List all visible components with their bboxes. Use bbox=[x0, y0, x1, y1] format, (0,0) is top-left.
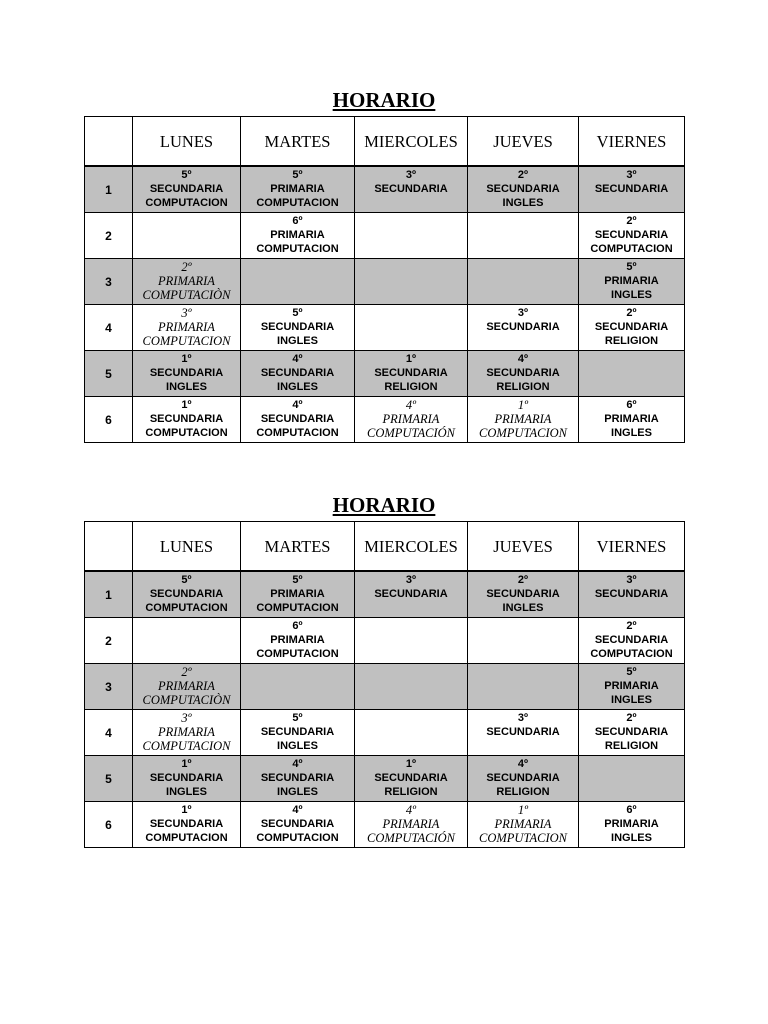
grade-label: 5º bbox=[626, 666, 637, 678]
subject-label: COMPUTACION bbox=[142, 334, 231, 348]
period-number: 1 bbox=[85, 571, 133, 618]
schedule-cell bbox=[241, 397, 355, 443]
schedule-cell bbox=[133, 756, 241, 802]
period-number: 6 bbox=[85, 397, 133, 443]
grade-label: 1º bbox=[181, 804, 192, 816]
level-label: SECUNDARIA bbox=[486, 772, 560, 784]
schedule-cell bbox=[468, 618, 579, 664]
schedule-row-2 bbox=[85, 213, 685, 259]
schedule-row-6 bbox=[85, 802, 685, 848]
schedule-cell bbox=[355, 305, 468, 351]
schedule-cell bbox=[133, 618, 241, 664]
level-label: PRIMARIA bbox=[494, 412, 552, 426]
grade-label: 2º bbox=[626, 215, 637, 227]
schedule-cell bbox=[468, 213, 579, 259]
schedule-body bbox=[85, 571, 685, 848]
schedule-cell bbox=[355, 351, 468, 397]
schedule-cell bbox=[241, 756, 355, 802]
level-label: SECUNDARIA bbox=[149, 588, 224, 600]
schedule-cell bbox=[241, 213, 355, 259]
level-label: PRIMARIA bbox=[604, 818, 659, 830]
period-number: 3 bbox=[85, 664, 133, 710]
subject-label: INGLES bbox=[611, 427, 652, 439]
subject-label: COMPUTACION bbox=[145, 602, 228, 614]
grade-label: 1º bbox=[181, 353, 192, 365]
subject-label: COMPUTACION bbox=[256, 427, 339, 439]
schedule-cell bbox=[355, 802, 468, 848]
period-number: 1 bbox=[85, 166, 133, 213]
subject-label: INGLES bbox=[166, 381, 207, 393]
level-label: SECUNDARIA bbox=[374, 588, 448, 600]
schedule-cell bbox=[355, 259, 468, 305]
period-number: 5 bbox=[85, 351, 133, 397]
schedule-cell bbox=[355, 618, 468, 664]
grade-label: 4º bbox=[405, 398, 417, 412]
subject-label: COMPUTACION bbox=[479, 831, 567, 845]
schedule-row-5 bbox=[85, 756, 685, 802]
level-label: SECUNDARIA bbox=[149, 367, 224, 379]
level-label: SECUNDARIA bbox=[486, 726, 560, 738]
grade-label: 3º bbox=[626, 169, 637, 181]
schedule-cell bbox=[241, 166, 355, 213]
schedule-cell bbox=[579, 618, 685, 664]
schedule-cell bbox=[579, 664, 685, 710]
grade-label: 1º bbox=[181, 758, 192, 770]
level-label: PRIMARIA bbox=[158, 320, 215, 334]
grade-label: 4º bbox=[517, 758, 529, 770]
schedule-cell bbox=[355, 166, 468, 213]
corner-header bbox=[85, 522, 133, 572]
schedule-cell bbox=[241, 571, 355, 618]
level-label: SECUNDARIA bbox=[486, 183, 560, 195]
grade-label: 2º bbox=[626, 307, 637, 319]
schedule-cell bbox=[241, 618, 355, 664]
schedule-cell bbox=[241, 664, 355, 710]
level-label: SECUNDARIA bbox=[260, 321, 335, 333]
subject-label: RELIGION bbox=[384, 786, 438, 798]
level-label: PRIMARIA bbox=[604, 680, 659, 692]
grade-label: 6º bbox=[292, 215, 303, 227]
subject-label: INGLES bbox=[277, 381, 318, 393]
grade-label: 5º bbox=[292, 169, 303, 181]
grade-label: 2º bbox=[626, 620, 637, 632]
level-label: SECUNDARIA bbox=[486, 588, 560, 600]
level-label: SECUNDARIA bbox=[374, 367, 448, 379]
schedule-title: HORARIO bbox=[332, 493, 436, 517]
level-label: PRIMARIA bbox=[270, 634, 325, 646]
subject-label: INGLES bbox=[502, 602, 544, 614]
schedule-cell bbox=[468, 305, 579, 351]
grade-label: 3º bbox=[181, 711, 192, 725]
grade-label: 1º bbox=[517, 398, 529, 412]
schedule-cell bbox=[468, 259, 579, 305]
level-label: SECUNDARIA bbox=[594, 726, 669, 738]
subject-label: COMPUTACION bbox=[142, 739, 231, 753]
subject-label: COMPUTACION bbox=[590, 648, 673, 660]
level-label: PRIMARIA bbox=[604, 275, 659, 287]
schedule-cell bbox=[579, 756, 685, 802]
schedule-cell bbox=[133, 166, 241, 213]
level-label: PRIMARIA bbox=[494, 817, 552, 831]
schedule-cell bbox=[579, 351, 685, 397]
grade-label: 2º bbox=[626, 712, 637, 724]
grade-label: 6º bbox=[292, 620, 303, 632]
schedule-cell bbox=[241, 351, 355, 397]
schedule-row-6 bbox=[85, 397, 685, 443]
subject-label: COMPUTACION bbox=[256, 197, 339, 209]
subject-label: COMPUTACION bbox=[256, 832, 339, 844]
day-header-lunes: LUNES bbox=[133, 117, 241, 167]
grade-label: 6º bbox=[626, 804, 637, 816]
schedule-cell bbox=[579, 305, 685, 351]
schedule-cell bbox=[579, 259, 685, 305]
subject-label: INGLES bbox=[277, 740, 318, 752]
subject-label: COMPUTACIÓN bbox=[367, 831, 455, 845]
day-header-martes: MARTES bbox=[241, 117, 355, 167]
level-label: PRIMARIA bbox=[158, 679, 215, 693]
level-label: SECUNDARIA bbox=[594, 634, 669, 646]
grade-label: 4º bbox=[292, 399, 303, 411]
schedule-cell bbox=[468, 664, 579, 710]
schedule-cell bbox=[468, 710, 579, 756]
schedule-cell bbox=[579, 571, 685, 618]
subject-label: RELIGION bbox=[384, 381, 438, 393]
subject-label: INGLES bbox=[611, 289, 652, 301]
schedule-row-2 bbox=[85, 618, 685, 664]
day-header-martes: MARTES bbox=[241, 522, 355, 572]
schedule-table bbox=[84, 521, 685, 848]
subject-label: INGLES bbox=[611, 694, 652, 706]
level-label: SECUNDARIA bbox=[260, 726, 335, 738]
header-row bbox=[85, 117, 685, 167]
schedule-row-1 bbox=[85, 166, 685, 213]
schedule-cell bbox=[579, 166, 685, 213]
grade-label: 5º bbox=[292, 712, 303, 724]
level-label: PRIMARIA bbox=[158, 274, 215, 288]
schedule-cell bbox=[133, 397, 241, 443]
schedule-table bbox=[84, 116, 685, 443]
grade-label: 3º bbox=[517, 712, 529, 724]
day-header-miercoles: MIERCOLES bbox=[355, 117, 468, 167]
subject-label: COMPUTACION bbox=[479, 426, 567, 440]
subject-label: RELIGION bbox=[496, 381, 550, 393]
schedule-cell bbox=[241, 802, 355, 848]
schedule-title: HORARIO bbox=[332, 88, 436, 112]
subject-label: COMPUTACION bbox=[145, 427, 228, 439]
schedule-cell bbox=[133, 710, 241, 756]
schedule-row-3 bbox=[85, 664, 685, 710]
subject-label: COMPUTACION bbox=[256, 602, 339, 614]
period-number: 4 bbox=[85, 305, 133, 351]
grade-label: 4º bbox=[292, 353, 303, 365]
period-number: 4 bbox=[85, 710, 133, 756]
schedule-cell bbox=[468, 802, 579, 848]
grade-label: 3º bbox=[626, 574, 637, 586]
grade-label: 1º bbox=[405, 758, 417, 770]
level-label: SECUNDARIA bbox=[260, 367, 335, 379]
period-number: 2 bbox=[85, 618, 133, 664]
day-header-jueves: JUEVES bbox=[468, 522, 579, 572]
schedule-row-4 bbox=[85, 305, 685, 351]
schedule-cell bbox=[133, 351, 241, 397]
grade-label: 4º bbox=[517, 353, 529, 365]
grade-label: 5º bbox=[181, 574, 192, 586]
schedule-cell bbox=[133, 664, 241, 710]
subject-label: INGLES bbox=[611, 832, 652, 844]
level-label: SECUNDARIA bbox=[486, 367, 560, 379]
subject-label: RELIGION bbox=[496, 786, 550, 798]
grade-label: 2º bbox=[181, 260, 192, 274]
level-label: PRIMARIA bbox=[270, 588, 325, 600]
schedule-row-5 bbox=[85, 351, 685, 397]
schedule-cell bbox=[241, 259, 355, 305]
grade-label: 4º bbox=[292, 758, 303, 770]
schedule-cell bbox=[579, 802, 685, 848]
subject-label: INGLES bbox=[166, 786, 207, 798]
subject-label: COMPUTACIÒN bbox=[142, 288, 231, 302]
day-header-jueves: JUEVES bbox=[468, 117, 579, 167]
subject-label: RELIGION bbox=[604, 740, 659, 752]
subject-label: INGLES bbox=[277, 786, 318, 798]
grade-label: 3º bbox=[405, 169, 417, 181]
period-number: 6 bbox=[85, 802, 133, 848]
grade-label: 3º bbox=[517, 307, 529, 319]
schedule-body bbox=[85, 166, 685, 443]
grade-label: 3º bbox=[181, 306, 192, 320]
schedule-row-1 bbox=[85, 571, 685, 618]
schedule-cell bbox=[579, 397, 685, 443]
subject-label: INGLES bbox=[277, 335, 318, 347]
day-header-miercoles: MIERCOLES bbox=[355, 522, 468, 572]
subject-label: RELIGION bbox=[604, 335, 659, 347]
grade-label: 5º bbox=[181, 169, 192, 181]
schedule-cell bbox=[468, 351, 579, 397]
schedule-cell bbox=[241, 710, 355, 756]
level-label: SECUNDARIA bbox=[594, 588, 669, 600]
level-label: PRIMARIA bbox=[382, 817, 440, 831]
level-label: SECUNDARIA bbox=[149, 772, 224, 784]
subject-label: COMPUTACION bbox=[145, 832, 228, 844]
level-label: PRIMARIA bbox=[604, 413, 659, 425]
grade-label: 1º bbox=[517, 803, 529, 817]
grade-label: 5º bbox=[626, 261, 637, 273]
subject-label: COMPUTACION bbox=[256, 243, 339, 255]
level-label: SECUNDARIA bbox=[486, 321, 560, 333]
schedule-cell bbox=[579, 710, 685, 756]
schedule-block-2 bbox=[84, 489, 684, 848]
level-label: SECUNDARIA bbox=[260, 772, 335, 784]
schedule-cell bbox=[133, 259, 241, 305]
grade-label: 2º bbox=[181, 665, 192, 679]
day-header-viernes: VIERNES bbox=[579, 522, 685, 572]
grade-label: 2º bbox=[517, 574, 529, 586]
level-label: PRIMARIA bbox=[382, 412, 440, 426]
level-label: SECUNDARIA bbox=[374, 772, 448, 784]
level-label: PRIMARIA bbox=[270, 183, 325, 195]
day-header-lunes: LUNES bbox=[133, 522, 241, 572]
level-label: SECUNDARIA bbox=[260, 818, 335, 830]
level-label: SECUNDARIA bbox=[374, 183, 448, 195]
schedule-cell bbox=[355, 213, 468, 259]
grade-label: 3º bbox=[405, 574, 417, 586]
day-header-viernes: VIERNES bbox=[579, 117, 685, 167]
schedule-cell bbox=[355, 710, 468, 756]
level-label: SECUNDARIA bbox=[594, 183, 669, 195]
grade-label: 2º bbox=[517, 169, 529, 181]
grade-label: 1º bbox=[405, 353, 417, 365]
level-label: PRIMARIA bbox=[158, 725, 215, 739]
grade-label: 4º bbox=[405, 803, 417, 817]
grade-label: 4º bbox=[292, 804, 303, 816]
schedule-cell bbox=[133, 305, 241, 351]
subject-label: COMPUTACIÓN bbox=[367, 426, 455, 440]
schedule-cell bbox=[241, 305, 355, 351]
schedule-cell bbox=[133, 213, 241, 259]
level-label: PRIMARIA bbox=[270, 229, 325, 241]
grade-label: 5º bbox=[292, 574, 303, 586]
schedule-cell bbox=[579, 213, 685, 259]
schedule-cell bbox=[133, 571, 241, 618]
subject-label: COMPUTACION bbox=[145, 197, 228, 209]
subject-label: COMPUTACION bbox=[256, 648, 339, 660]
schedule-cell bbox=[468, 756, 579, 802]
level-label: SECUNDARIA bbox=[260, 413, 335, 425]
subject-label: COMPUTACIÒN bbox=[142, 693, 231, 707]
level-label: SECUNDARIA bbox=[149, 183, 224, 195]
schedule-cell bbox=[468, 397, 579, 443]
schedule-cell bbox=[133, 802, 241, 848]
grade-label: 1º bbox=[181, 399, 192, 411]
subject-label: INGLES bbox=[502, 197, 544, 209]
subject-label: COMPUTACION bbox=[590, 243, 673, 255]
schedule-cell bbox=[468, 571, 579, 618]
schedule-cell bbox=[468, 166, 579, 213]
schedule-cell bbox=[355, 756, 468, 802]
header-row bbox=[85, 522, 685, 572]
level-label: SECUNDARIA bbox=[149, 818, 224, 830]
schedule-row-4 bbox=[85, 710, 685, 756]
grade-label: 6º bbox=[626, 399, 637, 411]
schedule-cell bbox=[355, 571, 468, 618]
period-number: 3 bbox=[85, 259, 133, 305]
grade-label: 5º bbox=[292, 307, 303, 319]
schedule-cell bbox=[355, 664, 468, 710]
period-number: 2 bbox=[85, 213, 133, 259]
level-label: SECUNDARIA bbox=[594, 321, 669, 333]
schedule-row-3 bbox=[85, 259, 685, 305]
level-label: SECUNDARIA bbox=[149, 413, 224, 425]
schedule-block-1 bbox=[84, 84, 684, 443]
level-label: SECUNDARIA bbox=[594, 229, 669, 241]
schedule-cell bbox=[355, 397, 468, 443]
corner-header bbox=[85, 117, 133, 167]
period-number: 5 bbox=[85, 756, 133, 802]
